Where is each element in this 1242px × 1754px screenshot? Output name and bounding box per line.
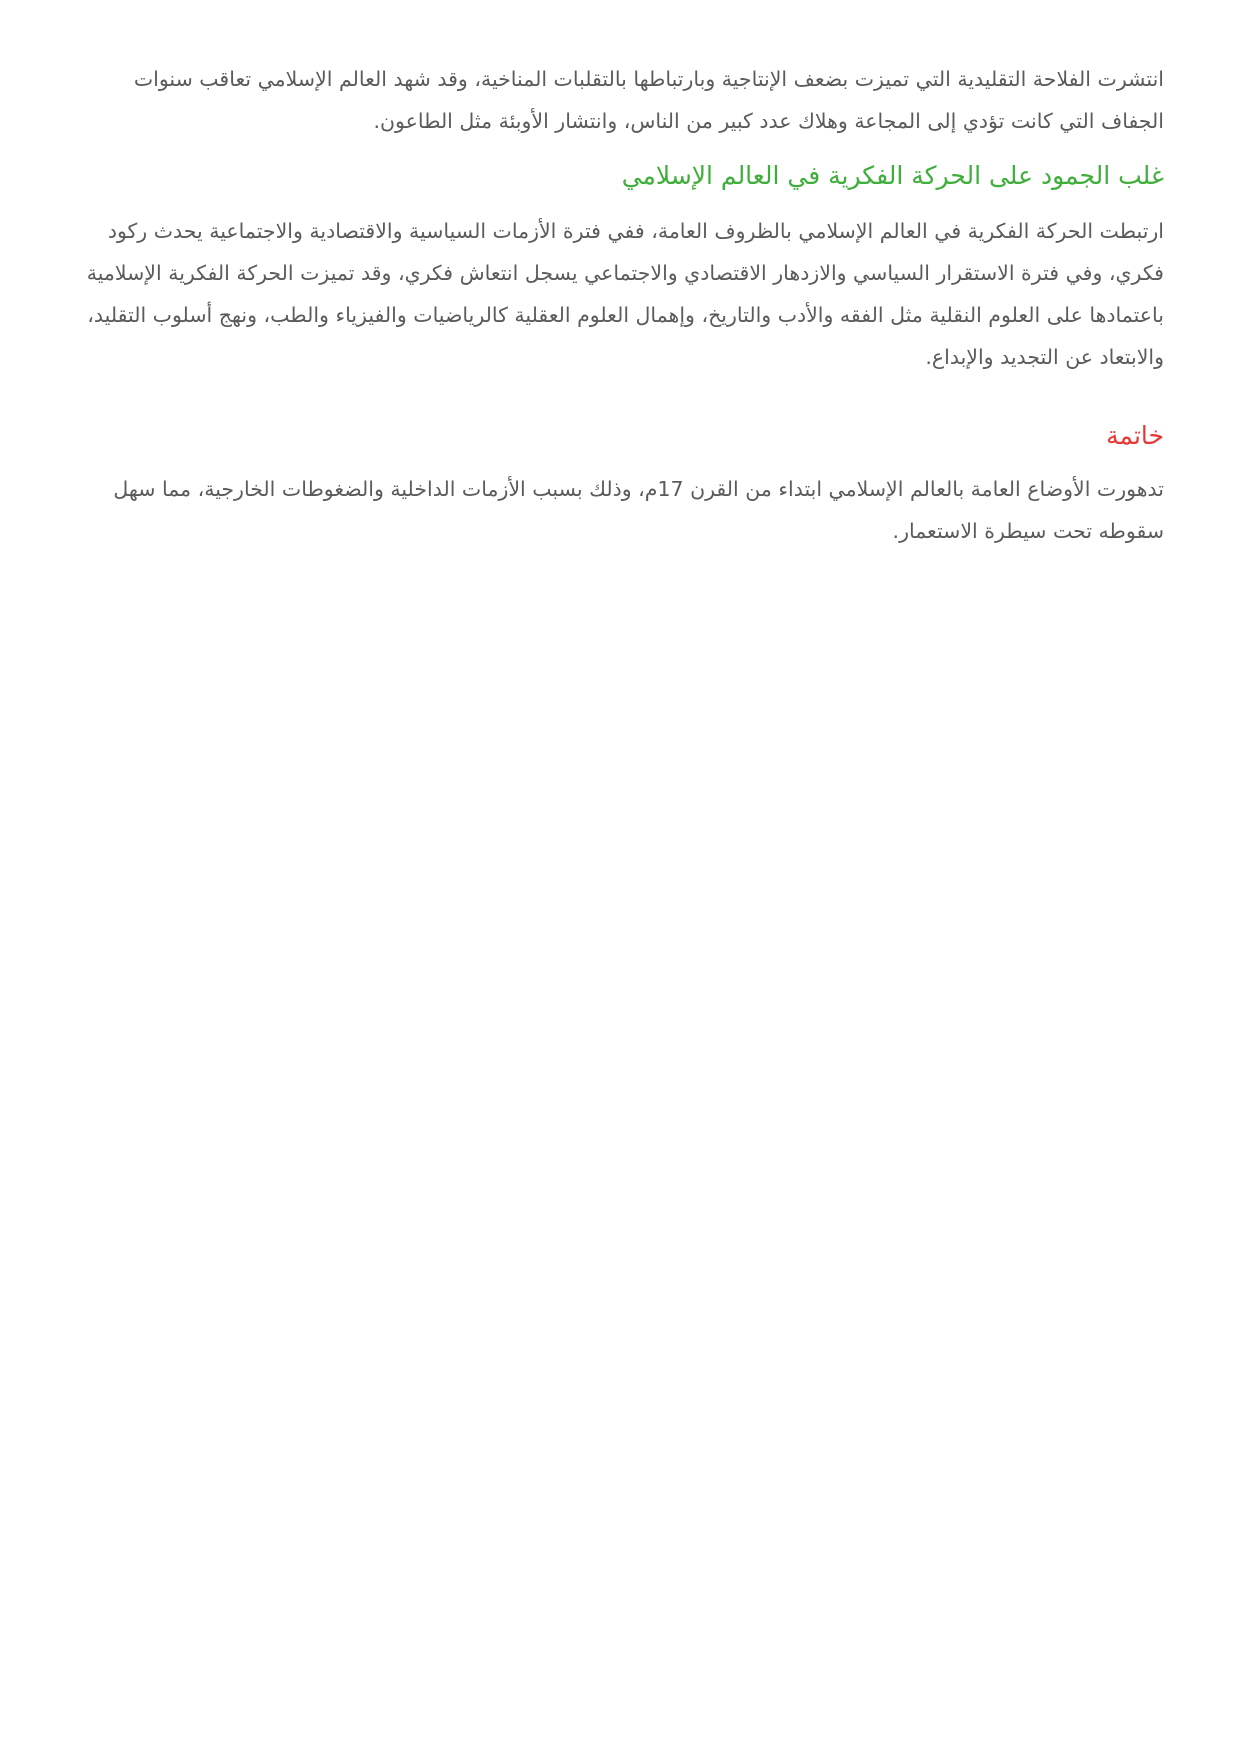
section-paragraph: ارتبطت الحركة الفكرية في العالم الإسلامي بالظروف العامة، ففي فترة الأزمات السياسية والاقتصادية والاجتماعية يحدث ركود فكري، وفي فترة الاستقرار السياسي والازدهار الاقتصادي والاجتماعي يسجل انتعاش فكري، وقد تميزت الحركة الفكرية الإسلامية باعتمادها على العلوم النقلية مثل الفقه والأدب والتاريخ، وإهمال العلوم العقلية كالرياضيات والفيزياء والطب، ونهج أسلوب التقليد، والابتعاد عن التجديد والإبداع. [86, 219, 1164, 369]
section-heading: غلب الجمود على الحركة الفكرية في العالم الإسلامي [621, 161, 1164, 190]
conclusion-paragraph: تدهورت الأوضاع العامة بالعالم الإسلامي ابتداء من القرن 17م، وذلك بسبب الأزمات الداخلية والضغوطات الخارجية، مما سهل سقوطه تحت سيطرة الاستعمار. [113, 477, 1164, 543]
intro-paragraph: انتشرت الفلاحة التقليدية التي تميزت بضعف الإنتاجية وبارتباطها بالتقلبات المناخية، وقد شهد العالم الإسلامي تعاقب سنوات الجفاف التي كانت تؤدي إلى المجاعة وهلاك عدد كبير من الناس، وانتشار الأوبئة مثل الطاعون. [133, 67, 1164, 133]
conclusion-heading: خاتمة [1106, 421, 1164, 450]
document-page [78, 58, 1164, 552]
